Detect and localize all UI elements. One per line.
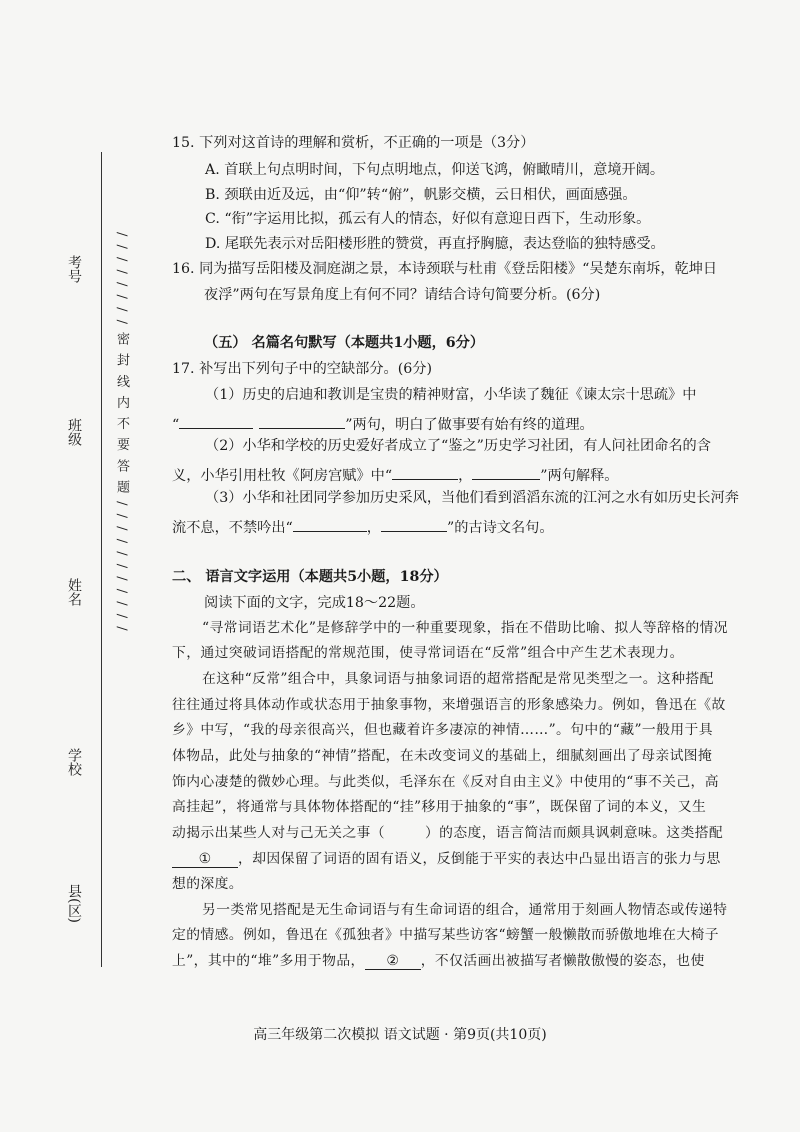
q15-option-d: D. 尾联先表示对岳阳楼形胜的赞赏，再直抒胸臆，表达登临的独特感受。: [205, 236, 665, 252]
q17-sub2-line1: （2）小华和学校的历史爱好者成立了“鉴之”历史学习社团，有人问社团命名的含: [205, 438, 711, 454]
passage-line: 另一类常见搭配是无生命词语与有生命词语的组合，通常用于刻画人物情态或传递特: [202, 902, 728, 918]
passage-line: 在这种“反常”组合中，具象词语与抽象词语的超常搭配是常见类型之一。这种搭配: [202, 671, 714, 687]
passage-line: 饰内心凄楚的微妙心理。与此类似，毛泽东在《反对自由主义》中使用的“事不关己，高: [172, 774, 719, 790]
passage-line: [172, 827, 723, 841]
q17-sub3-line1: （3）小华和社团同学参加历史采风，当他们看到滔滔东流的江河之水有如历史长河奔: [205, 490, 739, 506]
blank-marker-2[interactable]: ②: [365, 955, 421, 970]
answer-blank[interactable]: [293, 517, 367, 532]
passage-text: 动揭示出某些人对与己无关之事（: [172, 825, 385, 841]
answer-blank[interactable]: [179, 414, 253, 429]
q16-line-2: 夜浮”两句在写景角度上有何不同？请结合诗句简要分析。(6分): [204, 287, 601, 303]
sub3-tail: ”的古诗文名句。: [446, 520, 554, 536]
sub3-prefix: 流不息，不禁吟出“: [172, 520, 293, 536]
q16-line-1: 16. 同为描写岳阳楼及洞庭湖之景，本诗颈联与杜甫《登岳阳楼》“吴楚东南坼，乾坤日: [172, 261, 718, 277]
answer-blank[interactable]: [259, 414, 345, 429]
passage-text: ，不仅活画出被描写者懒散傲慢的姿态，也使: [420, 953, 705, 969]
passage-line: “寻常词语艺术化”是修辞学中的一种重要现象，指在不借助比喻、拟人等辞格的情况: [202, 620, 728, 636]
q15-option-a: A. 首联上句点明时间，下句点明地点，仰送飞鸿，俯瞰晴川，意境开阔。: [205, 162, 665, 178]
exam-number-label: 考号: [66, 255, 82, 283]
open-quote: “: [172, 417, 180, 433]
blank-marker-1[interactable]: ①: [172, 853, 238, 868]
q17-sub3-line2: [172, 517, 554, 535]
section-5-heading: （五） 名篇名句默写（本题共1小题，6分）: [204, 335, 485, 351]
q17-stem: 17. 补写出下列句子中的空缺部分。(6分): [172, 361, 432, 377]
passage-line: [172, 955, 705, 970]
passage-line: 乡》中写，“我的母亲很高兴，但也藏着许多凄凉的神情……”。句中的“藏”一般用于具: [172, 722, 713, 738]
passage-text: 上”，其中的“堆”多用于物品，: [172, 953, 365, 969]
q17-sub1-line1: （1）历史的启迪和教训是宝贵的精神财富，小华读了魏征《谏太宗十思疏》中: [205, 387, 697, 403]
passage-line: 下，通过突破词语搭配的常规范围，使寻常词语在“反常”组合中产生艺术表现力。: [172, 645, 684, 661]
sub2-tail: ”两句解释。: [540, 468, 619, 484]
part-2-heading: 二、 语言文字运用（本题共5小题，18分）: [172, 569, 448, 585]
name-label: 姓名: [66, 578, 82, 606]
class-label: 班级: [66, 418, 82, 446]
passage-line: 定的情感。例如，鲁迅在《孤独者》中描写某些访客“螃蟹一般懒散而骄傲地堆在大椅子: [172, 927, 719, 943]
passage-line: [172, 853, 721, 868]
passage-line: 高挂起”，将通常与具体物体搭配的“挂”移用于抽象的“事”，既保留了词的本义，又生: [172, 799, 707, 815]
sub2-prefix: 义，小华引用杜牧《阿房宫赋》中“: [172, 468, 393, 484]
fill-in-line: [101, 152, 102, 967]
passage-line: 往往通过将具体动作或状态用于抽象事物，来增强语言的形象感染力。例如，鲁迅在《故: [172, 697, 726, 713]
part-2-intro: 阅读下面的文字，完成18～22题。: [204, 595, 425, 611]
comma: ，: [366, 520, 381, 536]
binding-margin: [0, 0, 140, 1132]
sub1-tail: ”两句，明白了做事要有始有终的道理。: [345, 417, 594, 433]
seal-line-text: / / / / / / / / 密 封 线 内 不 要 答 题 / / / / / / / / / / /: [114, 232, 129, 633]
q17-sub2-line2: [172, 465, 618, 483]
school-label: 学校: [66, 748, 82, 776]
passage-line: 体物品，此处与抽象的“神情”搭配，在未改变词义的基础上，细腻刻画出了母亲试图掩: [172, 748, 713, 764]
comma: ，: [458, 468, 473, 484]
q15-option-b: B. 颈联由近及远，由“仰”转“俯”，帆影交横，云日相伏，画面感强。: [205, 187, 637, 203]
county-label: 县(区): [66, 884, 82, 923]
q17-sub1-line2: [172, 414, 594, 432]
passage-text: ）的态度，语言简洁而颇具讽刺意味。这类搭配: [424, 825, 724, 841]
q15-stem: 15. 下列对这首诗的理解和赏析，不正确的一项是（3分）: [172, 135, 535, 151]
passage-line: 想的深度。: [172, 876, 243, 892]
answer-blank[interactable]: [392, 465, 458, 480]
passage-text: ，却因保留了词语的固有语义，反倒能于平实的表达中凸显出语言的张力与思: [238, 851, 721, 867]
q15-option-c: C. “衔”字运用比拟，孤云有人的情态，好似有意迎日西下，生动形象。: [205, 211, 651, 227]
answer-blank[interactable]: [472, 465, 540, 480]
page-footer: 高三年级第二次模拟 语文试题 · 第9页(共10页): [253, 1027, 547, 1043]
answer-blank[interactable]: [381, 517, 447, 532]
